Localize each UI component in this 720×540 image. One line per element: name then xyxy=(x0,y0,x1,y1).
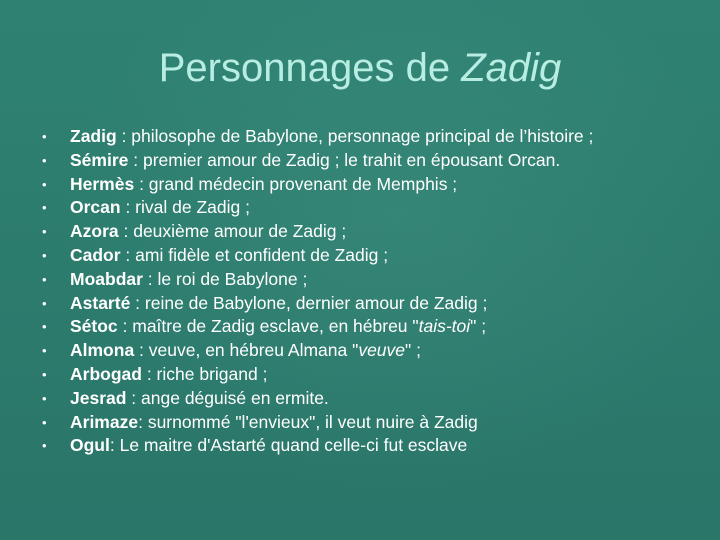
item-content xyxy=(70,220,346,244)
bullet-icon: • xyxy=(42,271,47,287)
item-content xyxy=(70,173,457,197)
character-description: : veuve, en hébreu Almana " xyxy=(134,340,359,361)
title-main: Personnages de xyxy=(158,46,462,90)
character-description: : ami fidèle et confident de Zadig ; xyxy=(120,244,389,265)
list-item xyxy=(0,292,720,316)
bullet-icon: • xyxy=(42,414,47,430)
list-item xyxy=(0,339,720,363)
list-item xyxy=(0,125,720,149)
description-italic: tais-toi xyxy=(418,316,471,337)
item-content xyxy=(70,268,307,292)
item-content xyxy=(70,363,267,387)
bullet-icon: • xyxy=(42,129,47,144)
list-item xyxy=(0,363,720,387)
bullet-icon: • xyxy=(42,152,47,168)
item-content xyxy=(70,244,388,268)
item-content xyxy=(70,292,487,316)
character-description: : grand médecin provenant de Memphis ; xyxy=(134,173,458,194)
character-name: Cador xyxy=(70,244,121,265)
item-content xyxy=(70,315,486,339)
list-item xyxy=(0,387,720,411)
list-item xyxy=(0,244,720,268)
character-name: Hermès xyxy=(70,173,135,194)
character-description: : deuxième amour de Zadig ; xyxy=(118,221,347,242)
character-description: : riche brigand ; xyxy=(141,363,268,384)
bullet-icon: • xyxy=(42,366,47,382)
item-content xyxy=(70,125,593,149)
character-name: Arimaze xyxy=(70,411,139,432)
character-name: Jesrad xyxy=(70,387,127,408)
item-content xyxy=(70,411,478,435)
character-description: : le roi de Babylone ; xyxy=(142,268,308,289)
slide-title xyxy=(0,44,720,92)
item-content xyxy=(70,149,560,173)
list-item xyxy=(0,315,720,339)
character-name: Moabdar xyxy=(70,268,143,289)
character-name: Ogul xyxy=(70,435,110,456)
title-italic: Zadig xyxy=(461,46,562,90)
list-item xyxy=(0,173,720,197)
bullet-icon: • xyxy=(42,295,47,311)
list-item xyxy=(0,411,720,435)
list-item xyxy=(0,268,720,292)
character-list xyxy=(0,125,720,458)
item-content xyxy=(70,434,467,458)
item-content xyxy=(70,387,329,411)
bullet-icon: • xyxy=(42,247,47,263)
character-description: : rival de Zadig ; xyxy=(120,197,250,218)
description-italic: veuve xyxy=(358,340,406,361)
character-description: : surnommé "l'envieux", il veut nuire à Zadig xyxy=(138,411,478,432)
list-item xyxy=(0,434,720,458)
bullet-icon: • xyxy=(42,343,47,359)
bullet-icon: • xyxy=(42,224,47,240)
character-description: : maître de Zadig esclave, en hébreu " xyxy=(117,316,419,337)
character-name: Azora xyxy=(70,221,119,242)
character-description: : philosophe de Babylone, personnage principal de l’histoire ; xyxy=(116,126,594,146)
character-description: : ange déguisé en ermite. xyxy=(126,387,329,408)
bullet-icon: • xyxy=(42,319,47,335)
character-name: Arbogad xyxy=(70,363,142,384)
bullet-icon: • xyxy=(42,390,47,406)
description-end: " ; xyxy=(405,340,421,361)
bullet-icon: • xyxy=(42,200,47,216)
character-name: Astarté xyxy=(70,292,131,313)
character-name: Sétoc xyxy=(70,316,118,337)
character-description: : reine de Babylone, dernier amour de Zadig ; xyxy=(130,292,488,313)
bullet-icon: • xyxy=(42,438,47,454)
item-content xyxy=(70,339,421,363)
character-description: : Le maitre d'Astarté quand celle-ci fut esclave xyxy=(109,435,468,456)
list-item xyxy=(0,220,720,244)
description-end: " ; xyxy=(470,316,487,337)
list-item xyxy=(0,149,720,173)
character-name: Sémire xyxy=(70,149,129,170)
list-item xyxy=(0,196,720,220)
character-description: : premier amour de Zadig ; le trahit en épousant Orcan. xyxy=(128,149,561,170)
item-content xyxy=(70,196,250,220)
character-name: Almona xyxy=(70,340,135,361)
character-name: Zadig xyxy=(70,126,117,146)
character-name: Orcan xyxy=(70,197,121,218)
bullet-icon: • xyxy=(42,176,47,192)
